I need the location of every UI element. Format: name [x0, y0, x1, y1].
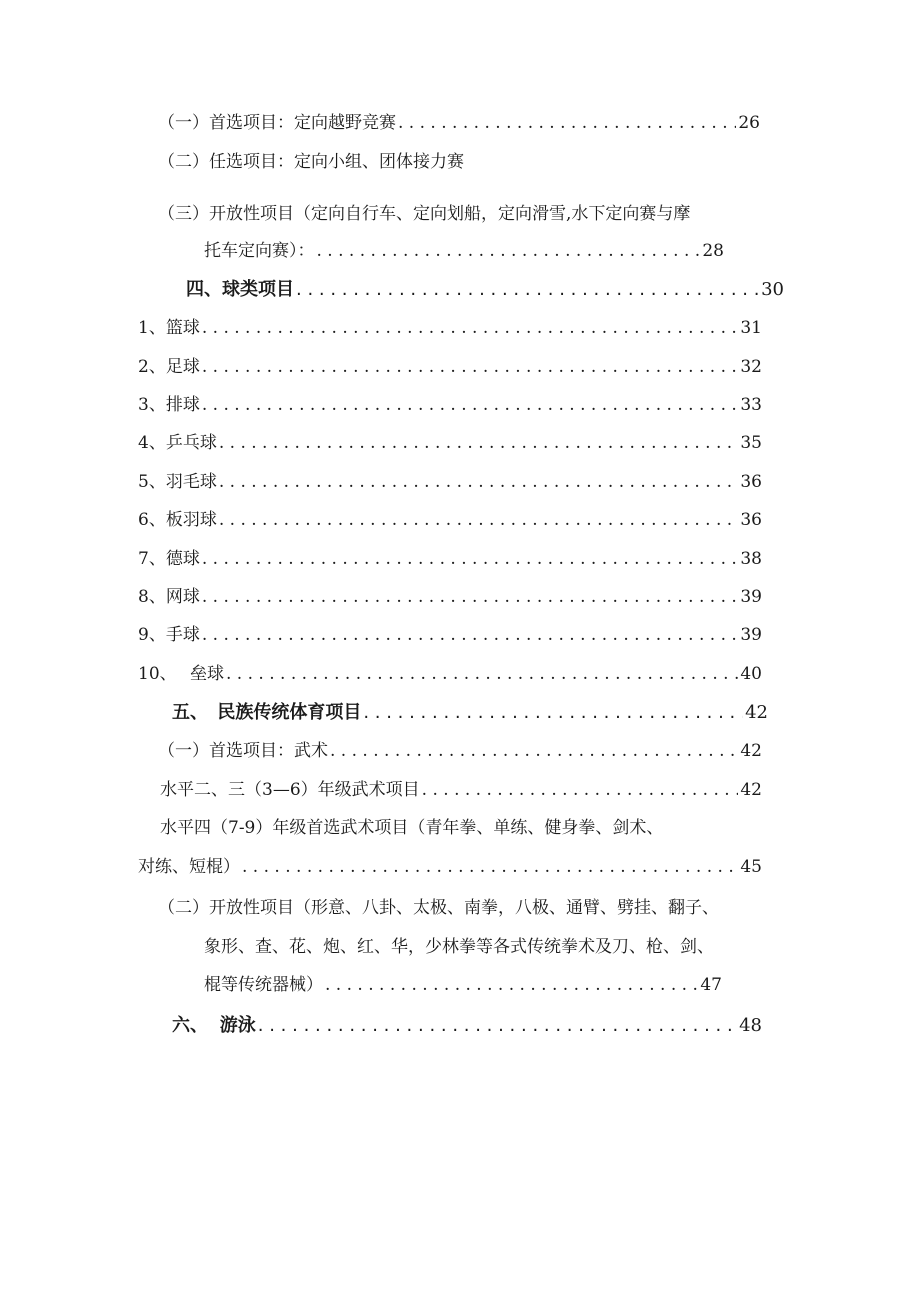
toc-entry[interactable]	[204, 236, 724, 266]
toc-entry-title: 民族传统体育项目	[217, 702, 362, 723]
dot-leader	[363, 698, 743, 728]
toc-entry-page: 30	[761, 279, 784, 300]
toc-entry[interactable]	[138, 390, 762, 420]
toc-entry-page: 39	[740, 587, 762, 607]
dot-leader	[202, 352, 739, 382]
toc-entry-title: 四、球类项目	[186, 279, 294, 300]
toc-entry-title: 垒球	[190, 664, 224, 684]
toc-entry[interactable]	[138, 852, 762, 882]
dot-leader	[242, 852, 738, 882]
toc-entry-title: （一）首选项目：定向越野竞赛	[158, 113, 396, 133]
toc-entry-title: 5、羽毛球	[138, 472, 217, 492]
toc-entry-title: 托车定向赛）：	[204, 241, 315, 261]
toc-entry[interactable]	[160, 775, 762, 805]
toc-entry-page: 47	[700, 975, 722, 995]
dot-leader	[202, 544, 739, 574]
toc-entry[interactable]	[158, 147, 464, 177]
toc-entry-title: （二）任选项目：定向小组、团体接力赛	[158, 152, 464, 172]
toc-entry[interactable]	[204, 932, 714, 962]
toc-entry-title: 7、德球	[138, 549, 200, 569]
dot-leader	[325, 970, 698, 1000]
toc-entry-page: 26	[738, 113, 760, 133]
toc-entry[interactable]	[204, 970, 722, 1000]
toc-entry-page: 28	[702, 241, 724, 261]
toc-entry[interactable]	[138, 313, 762, 343]
dot-leader	[202, 582, 739, 612]
toc-entry[interactable]	[138, 544, 762, 574]
toc-entry[interactable]	[138, 428, 762, 458]
toc-entry-page: 39	[740, 625, 762, 645]
toc-entry-title: （三）开放性项目（定向自行车、定向划船，定向滑雪,水下定向赛与摩	[158, 204, 691, 224]
toc-entry[interactable]	[158, 893, 719, 923]
dot-leader	[258, 1011, 737, 1041]
toc-entry[interactable]	[158, 108, 760, 138]
toc-entry-page: 36	[740, 472, 762, 492]
dot-leader	[202, 620, 739, 650]
toc-entry-title: 2、足球	[138, 357, 200, 377]
toc-entry-page: 40	[740, 664, 762, 684]
toc-entry-page: 32	[740, 357, 762, 377]
toc-entry[interactable]	[138, 582, 762, 612]
dot-leader	[219, 428, 739, 458]
toc-entry-page: 36	[740, 510, 762, 530]
toc-entry-title: 6、板羽球	[138, 510, 217, 530]
toc-entry-page: 42	[740, 741, 762, 761]
dot-leader	[219, 467, 739, 497]
dot-leader	[226, 659, 738, 689]
toc-section-heading[interactable]	[172, 1011, 762, 1041]
toc-entry-title: 8、网球	[138, 587, 200, 607]
toc-entry[interactable]	[160, 813, 663, 843]
toc-entry-page: 45	[740, 857, 762, 877]
toc-entry[interactable]	[138, 467, 762, 497]
dot-leader	[422, 775, 739, 805]
toc-entry-number: 10、	[138, 664, 177, 684]
dot-leader	[219, 505, 739, 535]
toc-entry[interactable]	[158, 199, 690, 229]
toc-entry-title: 棍等传统器械）	[204, 975, 323, 995]
toc-entry-title: 水平二、三（3—6）年级武术项目	[160, 780, 420, 800]
toc-entry-number: 五、	[172, 702, 208, 723]
toc-entry-title: 3、排球	[138, 395, 200, 415]
toc-entry-page: 42	[740, 780, 762, 800]
toc-entry-title: （一）首选项目：武术	[158, 741, 328, 761]
dot-leader	[398, 108, 736, 138]
toc-entry-title: 水平四（7-9）年级首选武术项目（青年拳、单练、健身拳、剑术、	[160, 818, 664, 838]
toc-entry[interactable]	[138, 352, 762, 382]
toc-entry[interactable]	[138, 659, 762, 689]
toc-entry-page: 38	[740, 549, 762, 569]
toc-entry-page: 48	[739, 1015, 762, 1036]
toc-entry-title: （二）开放性项目（形意、八卦、太极、南拳，八极、通臂、劈挂、翻子、	[158, 898, 719, 918]
toc-entry[interactable]	[138, 505, 762, 535]
toc-entry[interactable]	[158, 736, 762, 766]
toc-entry[interactable]	[138, 620, 762, 650]
toc-entry-page: 31	[740, 318, 762, 338]
toc-section-heading[interactable]	[186, 275, 784, 305]
toc-entry-title: 游泳	[219, 1015, 256, 1036]
dot-leader	[296, 275, 759, 305]
toc-section-heading[interactable]	[172, 698, 768, 728]
toc-entry-page: 33	[740, 395, 762, 415]
toc-entry-page: 35	[740, 433, 762, 453]
toc-entry-title: 对练、短棍）	[138, 857, 240, 877]
toc-entry-title: 9、手球	[138, 625, 200, 645]
toc-entry-number: 六、	[172, 1015, 208, 1036]
dot-leader	[202, 390, 739, 420]
toc-entry-title: 1、篮球	[138, 318, 200, 338]
toc-entry-title: 4、乒乓球	[138, 433, 217, 453]
toc-entry-title: 象形、查、花、炮、红、华，少林拳等各式传统拳术及刀、枪、剑、	[204, 937, 714, 957]
dot-leader	[330, 736, 738, 766]
toc-entry-page: 42	[745, 702, 768, 723]
dot-leader	[202, 313, 739, 343]
dot-leader	[317, 236, 701, 266]
